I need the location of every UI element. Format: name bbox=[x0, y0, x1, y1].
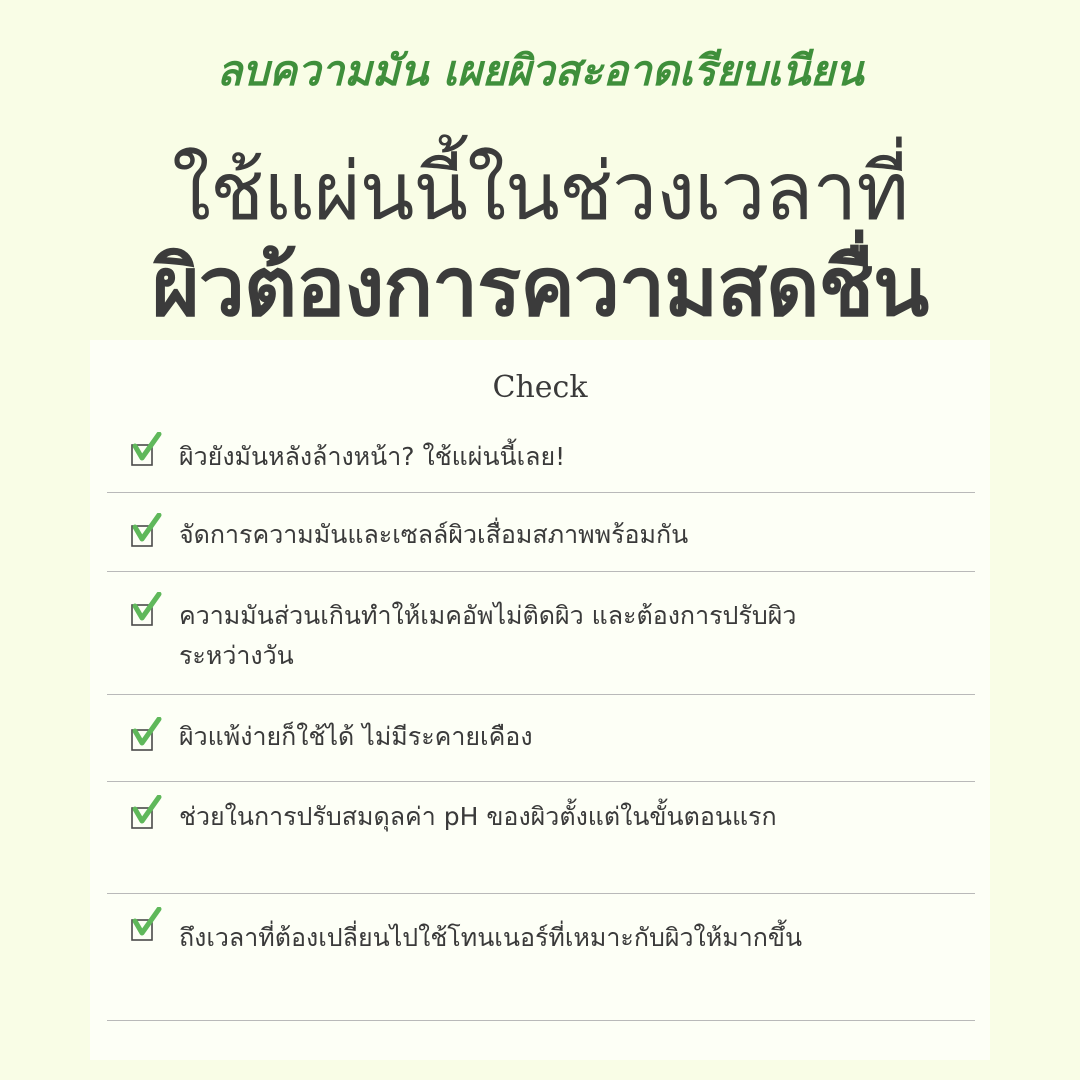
checklist-item-text: จัดการความมันและเซลล์ผิวเสื่อมสภาพพร้อมกัน bbox=[179, 520, 689, 549]
checkbox-checked-icon bbox=[129, 907, 163, 943]
tagline: ลบความมัน เผยผิวสะอาดเรียบเนียน bbox=[216, 46, 864, 95]
checkbox-checked-icon bbox=[129, 795, 163, 831]
checklist-item bbox=[107, 424, 975, 493]
headline-line-2: ผิวต้องการความสดชื่น bbox=[151, 240, 929, 335]
checklist-item-text: ถึงเวลาที่ต้องเปลี่ยนไปใช้โทนเนอร์ที่เหมาะกับผิวให้มากขึ้น bbox=[179, 923, 803, 952]
checklist-card bbox=[90, 340, 990, 1060]
checklist-item-text: ผิวยังมันหลังล้างหน้า? ใช้แผ่นนี้เลย! bbox=[179, 442, 566, 471]
checklist-item-text: ผิวแพ้ง่ายก็ใช้ได้ ไม่มีระคายเคือง bbox=[179, 722, 533, 751]
checkbox-checked-icon bbox=[129, 513, 163, 549]
checklist-item bbox=[107, 695, 975, 782]
checkbox-checked-icon bbox=[129, 432, 163, 468]
checkbox-checked-icon bbox=[129, 592, 163, 628]
checkbox-checked-icon bbox=[129, 717, 163, 753]
checklist-item-text: ช่วยในการปรับสมดุลค่า pH ของผิวตั้งแต่ในขั้นตอนแรก bbox=[179, 802, 777, 831]
checklist-title: Check bbox=[492, 370, 588, 405]
checklist-item-text: ความมันส่วนเกินทำให้เมคอัพไม่ติดผิว และต้องการปรับผิวระหว่างวัน bbox=[179, 601, 797, 670]
checklist-item bbox=[107, 493, 975, 572]
headline-line-1: ใช้แผ่นนี้ในช่วงเวลาที่ bbox=[171, 145, 909, 238]
checklist-item bbox=[107, 572, 975, 695]
checklist-item bbox=[107, 894, 975, 1021]
checklist-item bbox=[107, 782, 975, 894]
